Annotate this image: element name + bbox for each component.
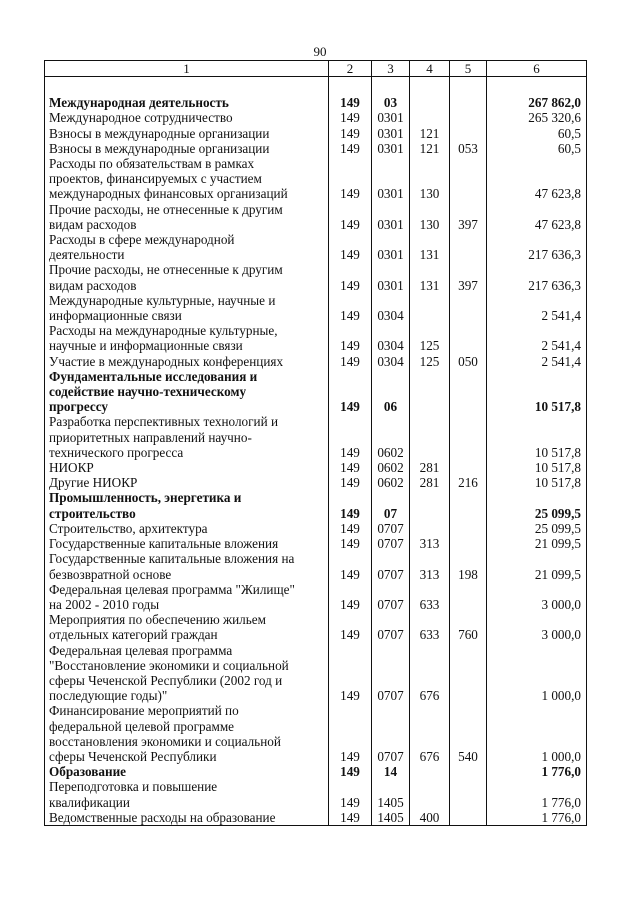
target-code: 313 [410,551,450,581]
table-row [45,126,587,141]
table-row [45,779,587,809]
section-code: 06 [372,369,410,415]
table-row [45,354,587,369]
expense-type-code: 760 [450,612,487,642]
section-code: 0301 [372,262,410,292]
target-code: 633 [410,582,450,612]
chapter-code: 149 [329,612,372,642]
row-name: Финансирование мероприятий по федеральной целевой программе восстановления экономики и социальной сферы Чеченской Республики [45,703,329,764]
section-code: 0301 [372,110,410,125]
row-name: Федеральная целевая программа "Жилище" на 2002 - 2010 годы [45,582,329,612]
row-amount: 2 541,4 [487,293,587,323]
table-row [45,232,587,262]
section-code: 0707 [372,521,410,536]
section-code: 07 [372,490,410,520]
row-name: Государственные капитальные вложения на безвозвратной основе [45,551,329,581]
row-amount: 10 517,8 [487,414,587,460]
table-row [45,460,587,475]
chapter-code: 149 [329,582,372,612]
header-row [45,61,587,77]
row-name: Другие НИОКР [45,475,329,490]
row-name: Промышленность, энергетика и строительство [45,490,329,520]
row-amount: 47 623,8 [487,202,587,232]
row-amount: 25 099,5 [487,490,587,520]
row-amount: 217 636,3 [487,262,587,292]
chapter-code: 149 [329,551,372,581]
row-name: Ведомственные расходы на образование [45,810,329,826]
chapter-code: 149 [329,323,372,353]
section-code: 0707 [372,643,410,704]
chapter-code: 149 [329,369,372,415]
section-code: 1405 [372,779,410,809]
section-code: 1405 [372,810,410,826]
table-row [45,110,587,125]
row-amount: 60,5 [487,126,587,141]
target-code [410,369,450,415]
expense-type-code [450,779,487,809]
target-code: 676 [410,703,450,764]
row-amount: 10 517,8 [487,369,587,415]
table-row [45,202,587,232]
expense-type-code [450,293,487,323]
row-amount: 3 000,0 [487,582,587,612]
chapter-code: 149 [329,475,372,490]
table-row [45,262,587,292]
row-name: Государственные капитальные вложения [45,536,329,551]
table-row [45,141,587,156]
column-header: 2 [329,61,372,77]
row-name: Взносы в международные организации [45,141,329,156]
expense-type-code [450,810,487,826]
column-header: 3 [372,61,410,77]
row-name: Фундаментальные исследования и содействие научно-техническому прогрессу [45,369,329,415]
row-name: Федеральная целевая программа "Восстановление экономики и социальной сферы Чеченской Республики (2002 год и последующие годы)" [45,643,329,704]
section-code: 0301 [372,141,410,156]
section-code: 0602 [372,475,410,490]
row-name: Разработка перспективных технологий и приоритетных направлений научно- технического прогресса [45,414,329,460]
row-amount: 21 099,5 [487,536,587,551]
table-row [45,810,587,826]
row-name: Участие в международных конференциях [45,354,329,369]
row-name: Прочие расходы, не отнесенные к другим видам расходов [45,262,329,292]
row-amount: 10 517,8 [487,475,587,490]
target-code [410,110,450,125]
expense-type-code: 050 [450,354,487,369]
expense-type-code [450,95,487,110]
expense-type-code [450,582,487,612]
chapter-code: 149 [329,536,372,551]
chapter-code: 149 [329,521,372,536]
table-row [45,156,587,202]
expense-type-code [450,323,487,353]
chapter-code: 149 [329,764,372,779]
row-name: Образование [45,764,329,779]
row-amount: 1 776,0 [487,779,587,809]
expense-type-code [450,764,487,779]
expense-type-code [450,460,487,475]
target-code: 676 [410,643,450,704]
section-code: 0707 [372,551,410,581]
row-amount: 21 099,5 [487,551,587,581]
row-amount: 47 623,8 [487,156,587,202]
column-header: 1 [45,61,329,77]
table-row [45,551,587,581]
expense-type-code: 397 [450,262,487,292]
row-name: Расходы по обязательствам в рамках проектов, финансируемых с участием международных финансовых организаций [45,156,329,202]
table-row [45,612,587,642]
target-code [410,95,450,110]
chapter-code: 149 [329,460,372,475]
row-name: Мероприятия по обеспечению жильем отдельных категорий граждан [45,612,329,642]
table-row [45,703,587,764]
table-row [45,490,587,520]
expense-type-code [450,490,487,520]
table-row [45,764,587,779]
row-amount: 1 000,0 [487,643,587,704]
row-name: Расходы в сфере международной деятельности [45,232,329,262]
section-code: 0707 [372,703,410,764]
chapter-code: 149 [329,703,372,764]
expense-type-code [450,126,487,141]
row-amount: 217 636,3 [487,232,587,262]
target-code [410,764,450,779]
table-row [45,293,587,323]
section-code: 0301 [372,126,410,141]
row-amount: 1 776,0 [487,810,587,826]
expense-type-code [450,521,487,536]
table-row [45,323,587,353]
section-code: 0707 [372,536,410,551]
target-code: 130 [410,156,450,202]
expense-type-code: 053 [450,141,487,156]
chapter-code: 149 [329,414,372,460]
table-row [45,582,587,612]
section-code: 0304 [372,293,410,323]
chapter-code: 149 [329,293,372,323]
expense-type-code [450,643,487,704]
chapter-code: 149 [329,95,372,110]
row-name: Международное сотрудничество [45,110,329,125]
expense-type-code [450,414,487,460]
row-name: Переподготовка и повышение квалификации [45,779,329,809]
section-code: 0602 [372,460,410,475]
target-code: 121 [410,126,450,141]
column-header: 6 [487,61,587,77]
chapter-code: 149 [329,490,372,520]
row-amount: 60,5 [487,141,587,156]
chapter-code: 149 [329,110,372,125]
chapter-code: 149 [329,779,372,809]
section-code: 0707 [372,612,410,642]
expense-type-code: 397 [450,202,487,232]
row-amount: 2 541,4 [487,354,587,369]
expense-type-code [450,232,487,262]
expense-type-code [450,156,487,202]
target-code [410,414,450,460]
column-header: 4 [410,61,450,77]
row-name: Взносы в международные организации [45,126,329,141]
section-code: 0301 [372,156,410,202]
target-code: 281 [410,460,450,475]
section-code: 0301 [372,202,410,232]
row-name: Строительство, архитектура [45,521,329,536]
row-amount: 267 862,0 [487,95,587,110]
table-row [45,475,587,490]
column-header: 5 [450,61,487,77]
table-row [45,369,587,415]
row-amount: 3 000,0 [487,612,587,642]
chapter-code: 149 [329,643,372,704]
table-row [45,521,587,536]
row-amount: 1 776,0 [487,764,587,779]
section-code: 03 [372,95,410,110]
expense-type-code: 540 [450,703,487,764]
expense-type-code [450,369,487,415]
target-code: 121 [410,141,450,156]
spacer-row [45,77,587,96]
chapter-code: 149 [329,354,372,369]
row-amount: 1 000,0 [487,703,587,764]
target-code: 313 [410,536,450,551]
table-row [45,95,587,110]
row-name: НИОКР [45,460,329,475]
row-amount: 10 517,8 [487,460,587,475]
target-code: 633 [410,612,450,642]
target-code: 125 [410,323,450,353]
section-code: 0304 [372,354,410,369]
table-row [45,414,587,460]
target-code: 131 [410,262,450,292]
target-code [410,521,450,536]
row-name: Расходы на международные культурные, научные и информационные связи [45,323,329,353]
table-row [45,643,587,704]
row-amount: 2 541,4 [487,323,587,353]
chapter-code: 149 [329,156,372,202]
target-code [410,490,450,520]
row-name: Международная деятельность [45,95,329,110]
target-code: 281 [410,475,450,490]
row-name: Международные культурные, научные и информационные связи [45,293,329,323]
section-code: 0707 [372,582,410,612]
budget-table [44,60,587,826]
target-code [410,779,450,809]
target-code: 400 [410,810,450,826]
target-code: 125 [410,354,450,369]
chapter-code: 149 [329,232,372,262]
target-code: 130 [410,202,450,232]
section-code: 0602 [372,414,410,460]
chapter-code: 149 [329,810,372,826]
row-amount: 25 099,5 [487,521,587,536]
chapter-code: 149 [329,126,372,141]
row-name: Прочие расходы, не отнесенные к другим видам расходов [45,202,329,232]
expense-type-code: 216 [450,475,487,490]
expense-type-code: 198 [450,551,487,581]
target-code [410,293,450,323]
section-code: 0304 [372,323,410,353]
section-code: 14 [372,764,410,779]
row-amount: 265 320,6 [487,110,587,125]
target-code: 131 [410,232,450,262]
table-row [45,536,587,551]
chapter-code: 149 [329,262,372,292]
expense-type-code [450,110,487,125]
page-number: 90 [313,44,327,59]
section-code: 0301 [372,232,410,262]
chapter-code: 149 [329,141,372,156]
chapter-code: 149 [329,202,372,232]
expense-type-code [450,536,487,551]
